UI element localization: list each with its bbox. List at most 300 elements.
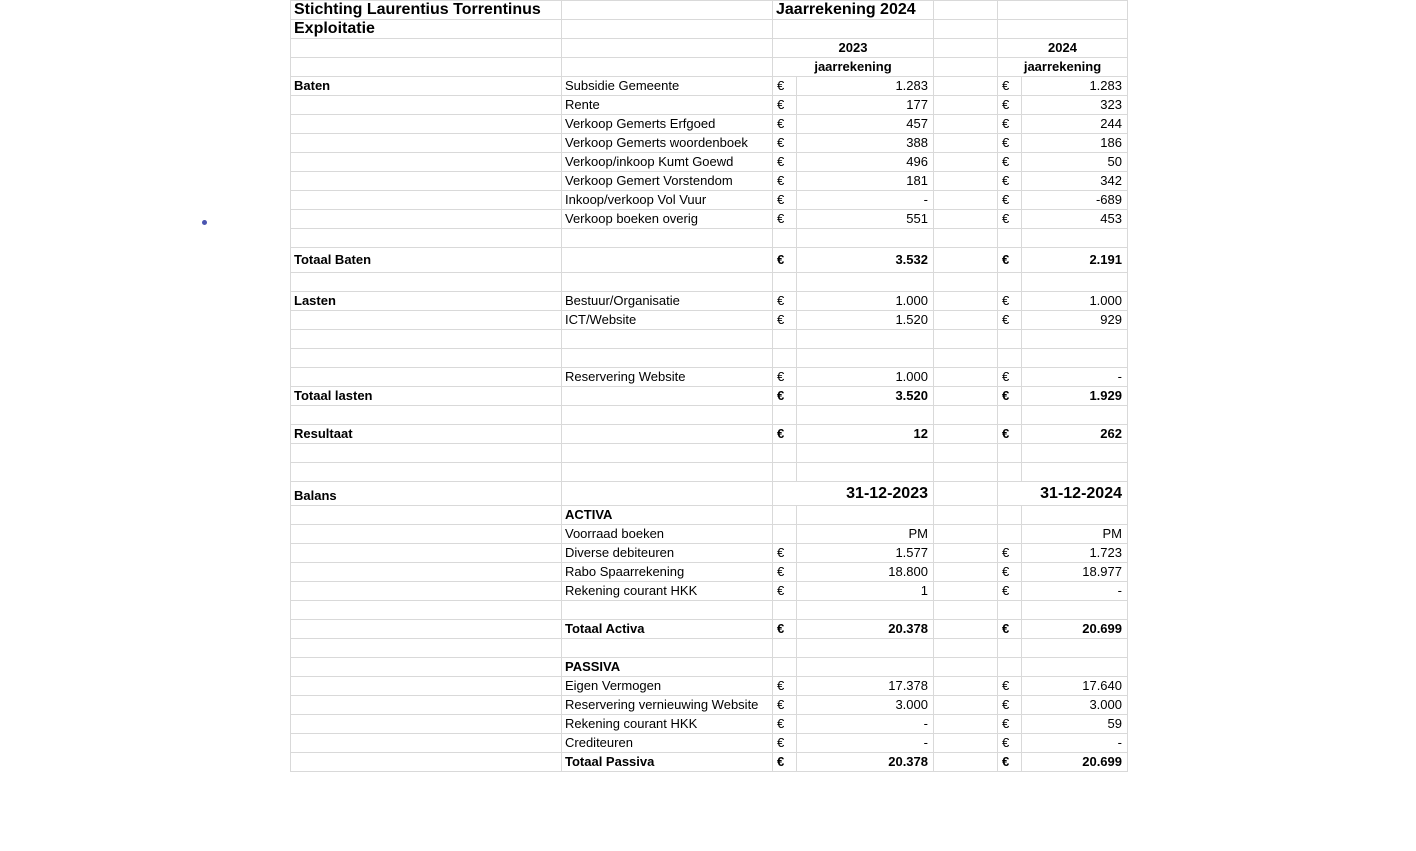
item-label[interactable]: Crediteuren (562, 734, 773, 753)
amount-curr[interactable]: 50 (1022, 153, 1128, 172)
item-label[interactable]: Verkoop boeken overig (562, 210, 773, 229)
item-label[interactable]: Reservering vernieuwing Website (562, 696, 773, 715)
totaal-baten-prev[interactable]: 3.532 (797, 248, 934, 273)
amount-prev[interactable]: - (797, 734, 934, 753)
cell-empty[interactable] (998, 525, 1022, 544)
cell-empty[interactable] (773, 506, 797, 525)
cell-empty[interactable] (291, 210, 562, 229)
cell-empty[interactable] (934, 482, 998, 506)
cell-empty[interactable] (934, 115, 998, 134)
cell-empty[interactable] (934, 153, 998, 172)
cell-empty[interactable] (562, 639, 773, 658)
cell-empty[interactable] (562, 248, 773, 273)
totaal-passiva-curr[interactable]: 20.699 (1022, 753, 1128, 772)
cell-empty[interactable] (998, 444, 1022, 463)
currency-symbol[interactable]: € (998, 153, 1022, 172)
cell-empty[interactable] (291, 58, 562, 77)
amount-prev[interactable]: 388 (797, 134, 934, 153)
totaal-lasten-prev[interactable]: 3.520 (797, 387, 934, 406)
cell-empty[interactable] (797, 273, 934, 292)
reservering-curr[interactable]: - (1022, 368, 1128, 387)
cell-empty[interactable] (773, 444, 797, 463)
cell-empty[interactable] (1022, 639, 1128, 658)
amount-prev[interactable]: 1.283 (797, 77, 934, 96)
cell-empty[interactable] (1022, 463, 1128, 482)
cell-empty[interactable] (934, 1, 998, 20)
cell-empty[interactable] (562, 601, 773, 620)
cell-empty[interactable] (291, 406, 562, 425)
spreadsheet-table (290, 0, 1128, 772)
amount-prev[interactable]: 457 (797, 115, 934, 134)
cell-empty[interactable] (934, 544, 998, 563)
item-label[interactable]: Verkoop Gemerts Erfgoed (562, 115, 773, 134)
row-blank (291, 330, 1128, 349)
amount-curr[interactable]: 929 (1022, 311, 1128, 330)
cell-empty[interactable] (291, 639, 562, 658)
cell-empty[interactable] (291, 172, 562, 191)
amount-prev[interactable]: 18.800 (797, 563, 934, 582)
currency-symbol[interactable]: € (773, 715, 797, 734)
cell-empty[interactable] (998, 639, 1022, 658)
currency-symbol[interactable]: € (773, 248, 797, 273)
currency-symbol[interactable]: € (998, 696, 1022, 715)
table-row (291, 77, 1128, 96)
cell-empty[interactable] (773, 658, 797, 677)
cell-empty[interactable] (998, 601, 1022, 620)
cell-empty[interactable] (934, 58, 998, 77)
cell-empty[interactable] (934, 273, 998, 292)
cell-empty[interactable] (562, 425, 773, 444)
amount-curr[interactable]: 342 (1022, 172, 1128, 191)
row-blank (291, 406, 1128, 425)
cell-empty[interactable] (934, 696, 998, 715)
balans-date-prev[interactable]: 31-12-2023 (773, 482, 934, 506)
cell-empty[interactable] (291, 715, 562, 734)
cell-empty[interactable] (934, 96, 998, 115)
row-totaal-lasten (291, 387, 1128, 406)
cell-empty[interactable] (291, 153, 562, 172)
cell-empty[interactable] (934, 20, 998, 39)
activa-label[interactable]: ACTIVA (562, 506, 773, 525)
currency-symbol[interactable]: € (998, 715, 1022, 734)
cell-empty[interactable] (934, 406, 998, 425)
cell-empty[interactable] (797, 506, 934, 525)
cell-empty[interactable] (291, 273, 562, 292)
cell-empty[interactable] (562, 463, 773, 482)
table-row (291, 172, 1128, 191)
currency-symbol[interactable]: € (998, 753, 1022, 772)
cell-empty[interactable] (1022, 506, 1128, 525)
item-label[interactable]: ICT/Website (562, 311, 773, 330)
passiva-section (291, 677, 1128, 753)
currency-symbol[interactable]: € (998, 292, 1022, 311)
lasten-section (291, 292, 1128, 330)
cell-empty[interactable] (934, 210, 998, 229)
row-resultaat (291, 425, 1128, 444)
resultaat-label[interactable]: Resultaat (291, 425, 562, 444)
section-label[interactable]: Lasten (291, 292, 562, 311)
currency-symbol[interactable]: € (998, 191, 1022, 210)
cell-empty[interactable] (291, 229, 562, 248)
currency-symbol[interactable]: € (773, 210, 797, 229)
cell-empty[interactable] (773, 20, 934, 39)
cell-empty[interactable] (998, 20, 1128, 39)
cell-empty[interactable] (934, 677, 998, 696)
cell-empty[interactable] (934, 601, 998, 620)
amount-prev[interactable]: - (797, 191, 934, 210)
row-balans-header (291, 482, 1128, 506)
amount-prev[interactable]: 177 (797, 96, 934, 115)
item-label[interactable]: Verkoop Gemert Vorstendom (562, 172, 773, 191)
cell-empty[interactable] (934, 349, 998, 368)
cell-empty[interactable] (291, 544, 562, 563)
cell-empty[interactable] (934, 387, 998, 406)
resultaat-prev[interactable]: 12 (797, 425, 934, 444)
row-subheader (291, 58, 1128, 77)
cell-empty[interactable] (773, 639, 797, 658)
item-label[interactable]: Verkoop Gemerts woordenboek (562, 134, 773, 153)
cell-empty[interactable] (934, 715, 998, 734)
currency-symbol[interactable]: € (998, 677, 1022, 696)
amount-prev[interactable]: 17.378 (797, 677, 934, 696)
cell-empty[interactable] (934, 525, 998, 544)
amount-prev[interactable]: 1 (797, 582, 934, 601)
currency-symbol[interactable]: € (773, 134, 797, 153)
cell-empty[interactable] (934, 134, 998, 153)
cell-empty[interactable] (773, 601, 797, 620)
passiva-label[interactable]: PASSIVA (562, 658, 773, 677)
totaal-activa-curr[interactable]: 20.699 (1022, 620, 1128, 639)
cell-empty[interactable] (562, 330, 773, 349)
row-blank (291, 349, 1128, 368)
cell-empty[interactable] (562, 20, 773, 39)
totaal-passiva-prev[interactable]: 20.378 (797, 753, 934, 772)
cell-empty[interactable] (998, 658, 1022, 677)
totaal-passiva-label[interactable]: Totaal Passiva (562, 753, 773, 772)
totaal-lasten-label[interactable]: Totaal lasten (291, 387, 562, 406)
amount-prev[interactable]: 1.520 (797, 311, 934, 330)
cell-empty[interactable] (934, 506, 998, 525)
cell-empty[interactable] (934, 734, 998, 753)
row-activa-label (291, 506, 1128, 525)
currency-symbol[interactable]: € (773, 191, 797, 210)
currency-symbol[interactable]: € (998, 620, 1022, 639)
voorraad-prev[interactable]: PM (797, 525, 934, 544)
cell-empty[interactable] (797, 658, 934, 677)
item-label[interactable]: Subsidie Gemeente (562, 77, 773, 96)
cell-empty[interactable] (934, 191, 998, 210)
item-label[interactable]: Bestuur/Organisatie (562, 292, 773, 311)
currency-symbol[interactable]: € (998, 734, 1022, 753)
amount-curr[interactable]: 3.000 (1022, 696, 1128, 715)
currency-symbol[interactable]: € (998, 563, 1022, 582)
cell-empty[interactable] (291, 563, 562, 582)
amount-prev[interactable]: 1.000 (797, 292, 934, 311)
currency-symbol[interactable]: € (998, 96, 1022, 115)
currency-symbol[interactable]: € (773, 311, 797, 330)
cell-empty[interactable] (291, 330, 562, 349)
currency-symbol[interactable]: € (998, 134, 1022, 153)
item-label[interactable]: Verkoop/inkoop Kumt Goewd (562, 153, 773, 172)
year-prev[interactable]: 2023 (773, 39, 934, 58)
table-row (291, 134, 1128, 153)
col-sub-prev[interactable]: jaarrekening (773, 58, 934, 77)
amount-curr[interactable]: 186 (1022, 134, 1128, 153)
cell-empty[interactable] (934, 753, 998, 772)
currency-symbol[interactable]: € (998, 368, 1022, 387)
cell-empty[interactable] (773, 406, 797, 425)
table-row (291, 311, 1128, 330)
report-title[interactable]: Jaarrekening 2024 (773, 1, 934, 20)
totaal-lasten-curr[interactable]: 1.929 (1022, 387, 1128, 406)
cell-empty[interactable] (934, 620, 998, 639)
currency-symbol[interactable]: € (998, 582, 1022, 601)
cell-empty[interactable] (1022, 406, 1128, 425)
cell-empty[interactable] (1022, 330, 1128, 349)
amount-prev[interactable]: - (797, 715, 934, 734)
row-reservering-website (291, 368, 1128, 387)
cell-empty[interactable] (998, 229, 1022, 248)
amount-curr[interactable]: 1.723 (1022, 544, 1128, 563)
table-row (291, 544, 1128, 563)
cell-empty[interactable] (998, 273, 1022, 292)
cell-empty[interactable] (773, 525, 797, 544)
currency-symbol[interactable]: € (773, 582, 797, 601)
currency-symbol[interactable]: € (773, 115, 797, 134)
row-title (291, 1, 1128, 20)
totaal-activa-label[interactable]: Totaal Activa (562, 620, 773, 639)
voorraad-label[interactable]: Voorraad boeken (562, 525, 773, 544)
cell-empty[interactable] (562, 229, 773, 248)
cell-empty[interactable] (998, 330, 1022, 349)
balans-date-curr[interactable]: 31-12-2024 (998, 482, 1128, 506)
cell-empty[interactable] (291, 601, 562, 620)
amount-curr[interactable]: 453 (1022, 210, 1128, 229)
amount-curr[interactable]: - (1022, 582, 1128, 601)
amount-curr[interactable]: 1.000 (1022, 292, 1128, 311)
currency-symbol[interactable]: € (998, 77, 1022, 96)
amount-prev[interactable]: 1.577 (797, 544, 934, 563)
currency-symbol[interactable]: € (773, 387, 797, 406)
reservering-prev[interactable]: 1.000 (797, 368, 934, 387)
cell-empty[interactable] (934, 172, 998, 191)
amount-prev[interactable]: 551 (797, 210, 934, 229)
cell-empty[interactable] (797, 406, 934, 425)
cell-empty[interactable] (291, 506, 562, 525)
col-sub-curr[interactable]: jaarrekening (998, 58, 1128, 77)
totaal-baten-curr[interactable]: 2.191 (1022, 248, 1128, 273)
cell-empty[interactable] (562, 58, 773, 77)
amount-prev[interactable]: 181 (797, 172, 934, 191)
currency-symbol[interactable]: € (998, 387, 1022, 406)
cell-empty[interactable] (291, 582, 562, 601)
cell-empty[interactable] (934, 229, 998, 248)
cell-empty[interactable] (797, 229, 934, 248)
cell-empty[interactable] (562, 39, 773, 58)
org-name[interactable]: Stichting Laurentius Torrentinus (291, 1, 562, 20)
item-label[interactable]: Eigen Vermogen (562, 677, 773, 696)
row-years (291, 39, 1128, 58)
table-row (291, 210, 1128, 229)
currency-symbol[interactable]: € (998, 210, 1022, 229)
cell-empty[interactable] (797, 639, 934, 658)
cell-empty[interactable] (291, 463, 562, 482)
cell-empty[interactable] (291, 620, 562, 639)
row-blank (291, 444, 1128, 463)
cell-empty[interactable] (291, 115, 562, 134)
currency-symbol[interactable]: € (773, 734, 797, 753)
currency-symbol[interactable]: € (773, 153, 797, 172)
cell-empty[interactable] (291, 696, 562, 715)
cell-empty[interactable] (934, 77, 998, 96)
currency-symbol[interactable]: € (773, 368, 797, 387)
cell-empty[interactable] (998, 349, 1022, 368)
currency-symbol[interactable]: € (773, 77, 797, 96)
cell-empty[interactable] (934, 39, 998, 58)
currency-symbol[interactable]: € (998, 115, 1022, 134)
cell-empty[interactable] (562, 406, 773, 425)
cell-empty[interactable] (291, 677, 562, 696)
currency-symbol[interactable]: € (773, 753, 797, 772)
item-label[interactable]: Rekening courant HKK (562, 715, 773, 734)
cell-empty[interactable] (773, 330, 797, 349)
currency-symbol[interactable]: € (773, 544, 797, 563)
amount-curr[interactable]: 1.283 (1022, 77, 1128, 96)
currency-symbol[interactable]: € (773, 620, 797, 639)
cell-empty[interactable] (291, 444, 562, 463)
cell-empty[interactable] (291, 39, 562, 58)
cell-empty[interactable] (562, 482, 773, 506)
cell-empty[interactable] (291, 311, 562, 330)
cell-empty[interactable] (934, 563, 998, 582)
cell-empty[interactable] (934, 639, 998, 658)
amount-prev[interactable]: 3.000 (797, 696, 934, 715)
cell-empty[interactable] (773, 349, 797, 368)
row-blank (291, 601, 1128, 620)
cell-empty[interactable] (291, 191, 562, 210)
cell-empty[interactable] (797, 349, 934, 368)
table-row (291, 191, 1128, 210)
cell-empty[interactable] (291, 753, 562, 772)
cell-empty[interactable] (562, 444, 773, 463)
cell-empty[interactable] (1022, 444, 1128, 463)
item-label[interactable]: Rabo Spaarrekening (562, 563, 773, 582)
table-row (291, 696, 1128, 715)
cell-empty[interactable] (291, 96, 562, 115)
cell-empty[interactable] (934, 658, 998, 677)
cell-empty[interactable] (934, 582, 998, 601)
cell-empty[interactable] (934, 368, 998, 387)
item-label[interactable]: Inkoop/verkoop Vol Vuur (562, 191, 773, 210)
cell-empty[interactable] (934, 292, 998, 311)
cell-empty[interactable] (934, 248, 998, 273)
cell-empty[interactable] (562, 1, 773, 20)
cell-empty[interactable] (1022, 601, 1128, 620)
cell-empty[interactable] (998, 1, 1128, 20)
amount-curr[interactable]: 17.640 (1022, 677, 1128, 696)
cell-empty[interactable] (797, 463, 934, 482)
cell-empty[interactable] (291, 658, 562, 677)
amount-curr[interactable]: -689 (1022, 191, 1128, 210)
baten-section (291, 77, 1128, 229)
section-label[interactable]: Baten (291, 77, 562, 96)
amount-curr[interactable]: - (1022, 734, 1128, 753)
amount-curr[interactable]: 323 (1022, 96, 1128, 115)
balans-label[interactable]: Balans (291, 482, 562, 506)
amount-prev[interactable]: 496 (797, 153, 934, 172)
totaal-activa-prev[interactable]: 20.378 (797, 620, 934, 639)
currency-symbol[interactable]: € (773, 292, 797, 311)
cell-empty[interactable] (773, 273, 797, 292)
currency-symbol[interactable]: € (773, 172, 797, 191)
amount-curr[interactable]: 18.977 (1022, 563, 1128, 582)
totaal-baten-label[interactable]: Totaal Baten (291, 248, 562, 273)
voorraad-curr[interactable]: PM (1022, 525, 1128, 544)
cell-empty[interactable] (934, 425, 998, 444)
cell-empty[interactable] (773, 229, 797, 248)
currency-symbol[interactable]: € (773, 677, 797, 696)
reservering-label[interactable]: Reservering Website (562, 368, 773, 387)
cell-empty[interactable] (562, 387, 773, 406)
item-label[interactable]: Rekening courant HKK (562, 582, 773, 601)
cell-empty[interactable] (291, 134, 562, 153)
currency-symbol[interactable]: € (998, 544, 1022, 563)
cell-empty[interactable] (934, 311, 998, 330)
cell-empty[interactable] (1022, 273, 1128, 292)
item-label[interactable]: Rente (562, 96, 773, 115)
row-passiva-label (291, 658, 1128, 677)
currency-symbol[interactable]: € (773, 696, 797, 715)
currency-symbol[interactable]: € (998, 311, 1022, 330)
currency-symbol[interactable]: € (998, 248, 1022, 273)
cell-empty[interactable] (934, 330, 998, 349)
currency-symbol[interactable]: € (773, 425, 797, 444)
activa-section (291, 544, 1128, 601)
row-blank (291, 463, 1128, 482)
cell-empty[interactable] (291, 525, 562, 544)
cell-empty[interactable] (998, 406, 1022, 425)
currency-symbol[interactable]: € (998, 425, 1022, 444)
year-curr[interactable]: 2024 (998, 39, 1128, 58)
currency-symbol[interactable]: € (773, 96, 797, 115)
cell-empty[interactable] (562, 273, 773, 292)
currency-symbol[interactable]: € (998, 172, 1022, 191)
cell-empty[interactable] (1022, 658, 1128, 677)
amount-curr[interactable]: 244 (1022, 115, 1128, 134)
cell-empty[interactable] (562, 349, 773, 368)
cell-empty[interactable] (797, 444, 934, 463)
cell-empty[interactable] (773, 463, 797, 482)
table-row (291, 96, 1128, 115)
cell-empty[interactable] (998, 463, 1022, 482)
currency-symbol[interactable]: € (773, 563, 797, 582)
cell-empty[interactable] (797, 330, 934, 349)
cell-empty[interactable] (291, 349, 562, 368)
table-row (291, 582, 1128, 601)
cell-empty[interactable] (291, 734, 562, 753)
cell-empty[interactable] (934, 463, 998, 482)
cell-empty[interactable] (291, 368, 562, 387)
item-label[interactable]: Diverse debiteuren (562, 544, 773, 563)
cell-empty[interactable] (934, 444, 998, 463)
cell-empty[interactable] (1022, 349, 1128, 368)
section-title[interactable]: Exploitatie (291, 20, 562, 39)
cell-empty[interactable] (797, 601, 934, 620)
amount-curr[interactable]: 59 (1022, 715, 1128, 734)
cell-empty[interactable] (998, 506, 1022, 525)
resultaat-curr[interactable]: 262 (1022, 425, 1128, 444)
cell-empty[interactable] (1022, 229, 1128, 248)
